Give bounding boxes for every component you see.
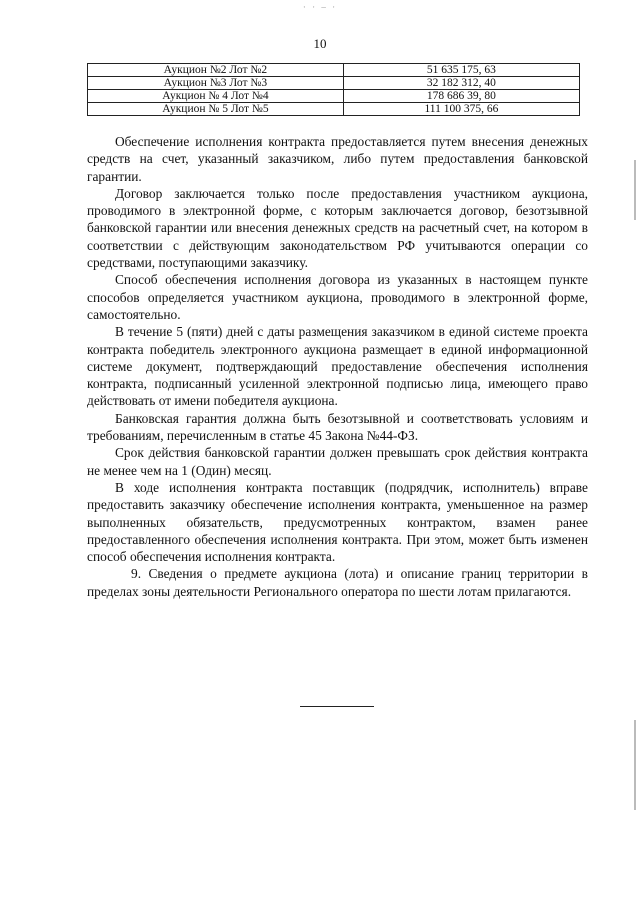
lots-table (87, 63, 580, 116)
amount-cell: 51 635 175, 63 (343, 64, 579, 77)
paragraph-point-9: 9. Сведения о предмете аукциона (лота) и описание границ территории в пределах зоны деятельности Регионального оператора по шести лотам прилагаются. (87, 566, 588, 599)
paragraph-security-choice: Способ обеспечения исполнения договора из указанных в настоящем пункте способов определяется участником аукциона, проводимого в электронной форме, самостоятельно. (87, 272, 588, 322)
table-row (88, 64, 580, 77)
lot-cell: Аукцион № 4 Лот №4 (88, 90, 344, 103)
scan-edge-mark (634, 160, 636, 220)
page-number: 10 (313, 36, 327, 51)
paragraph-guarantee-term: Срок действия банковской гарантии должен превышать срок действия контракта не менее чем на 1 (Один) месяц. (87, 445, 588, 478)
paragraph-security-methods: Обеспечение исполнения контракта предоставляется путем внесения денежных средств на счет, указанный заказчиком, либо путем предоставления банковской гарантии. (87, 134, 588, 184)
lot-cell: Аукцион №3 Лот №3 (88, 77, 344, 90)
table-row (88, 103, 580, 116)
paragraph-five-days: В течение 5 (пяти) дней с даты размещения заказчиком в единой системе проекта контракта победитель электронного аукциона размещает в единой информационной системе документ, подтверждающий предоставление обеспечения исполнения контракта, подписанный усиленной электронной подписью лица, имеющего право действовать от имени победителя аукциона. (87, 324, 588, 409)
lot-cell: Аукцион № 5 Лот №5 (88, 103, 344, 116)
scan-edge-mark (634, 720, 636, 810)
amount-cell: 178 686 39, 80 (343, 90, 579, 103)
end-divider (300, 706, 374, 707)
table-row (88, 90, 580, 103)
amount-cell: 32 182 312, 40 (343, 77, 579, 90)
table-row (88, 77, 580, 90)
paragraph-bank-guarantee: Банковская гарантия должна быть безотзывной и соответствовать условиям и требованиям, перечисленным в статье 45 Закона №44-ФЗ. (87, 410, 588, 444)
lot-cell: Аукцион №2 Лот №2 (88, 64, 344, 77)
amount-cell: 111 100 375, 66 (343, 103, 579, 116)
paragraph-security-reduction: В ходе исполнения контракта поставщик (подрядчик, исполнитель) вправе предоставить заказчику обеспечение исполнения контракта, уменьшенное на размер выполненных обязательств, предусмотренных контрактом, взамен ранее предоставленного обеспечения исполнения контракта. При этом, может быть изменен способ обеспечения исполнения контракта. (87, 479, 588, 565)
document-body (87, 133, 588, 600)
paragraph-contract-conclusion: Договор заключается только после предоставления участником аукциона, проводимого в электронной форме, с которым заключается договор, безотзывной банковской гарантии или внесения денежных средств на расчетный счет, на котором в соответствии с действующим законодательством РФ учитываются операции со средствами, поступающими заказчику. (87, 185, 588, 271)
scan-artifact: · · – · (302, 2, 338, 12)
